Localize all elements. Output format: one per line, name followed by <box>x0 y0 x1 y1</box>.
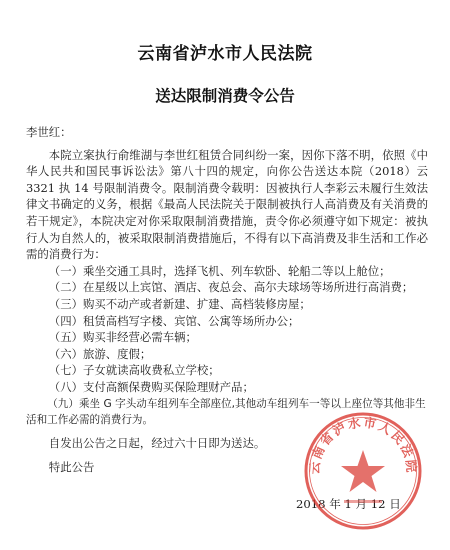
service-effective-statement: 自发出公告之日起，经过六十日即为送达。 <box>48 435 266 450</box>
restriction-item-6: （六）旅游、度假； <box>48 346 152 361</box>
restriction-item-8: （八）支付高额保费购买保险理财产品； <box>48 379 254 394</box>
restriction-item-1: （一）乘坐交通工具时，选择飞机、列车软卧、轮船二等以上舱位； <box>48 263 391 278</box>
restriction-item-4: （四）租赁高档写字楼、宾馆、公寓等场所办公； <box>48 313 300 328</box>
restriction-item-5: （五）购买非经营必需车辆； <box>48 330 197 345</box>
restriction-item-2: （二）在星级以上宾馆、酒店、夜总会、高尔夫球场等场所进行高消费； <box>48 280 414 295</box>
court-title: 云南省泸水市人民法院 <box>137 44 313 64</box>
restriction-item-7: （七）子女就读高收费私立学校； <box>48 363 220 378</box>
notice-body <box>26 124 428 476</box>
svg-text:云南省泸水市人民法院: 云南省泸水市人民法院 <box>306 414 420 475</box>
main-paragraph: 本院立案执行俞维湖与李世红租赁合同纠纷一案，因你下落不明，依照《中华人民共和国民事诉讼法》第八十四的规定，向你公告送达本院（2018）云 3321 执 14 号限制消费令。限制消费令载明：因被执行人李彩云未履行生效法律文书确定的义务，根据《最高人民法院关于限制被执行人高消费及有关消费的若干规定》，本院决定对你采取限制消费措施，责令你必须遵守如下规定：被执行人为自然人的，被采取限制消费措施后，不得有以下高消费及非生活和工作必需的消费行为： <box>26 147 428 262</box>
restriction-item-3: （三）购买不动产或者新建、扩建、高档装修房屋； <box>48 296 311 311</box>
addressee: 李世红： <box>26 125 72 139</box>
notice-title: 送达限制消费令公告 <box>155 86 295 105</box>
restriction-item-9: （九）乘坐 G 字头动车组列车全部座位,其他动车组列车一等以上座位等其他非生活和工作必需的消费行为。 <box>26 397 426 427</box>
issue-date: 2018 年 1 月 12 日 <box>296 497 401 511</box>
closing-remark: 特此公告 <box>48 460 95 475</box>
